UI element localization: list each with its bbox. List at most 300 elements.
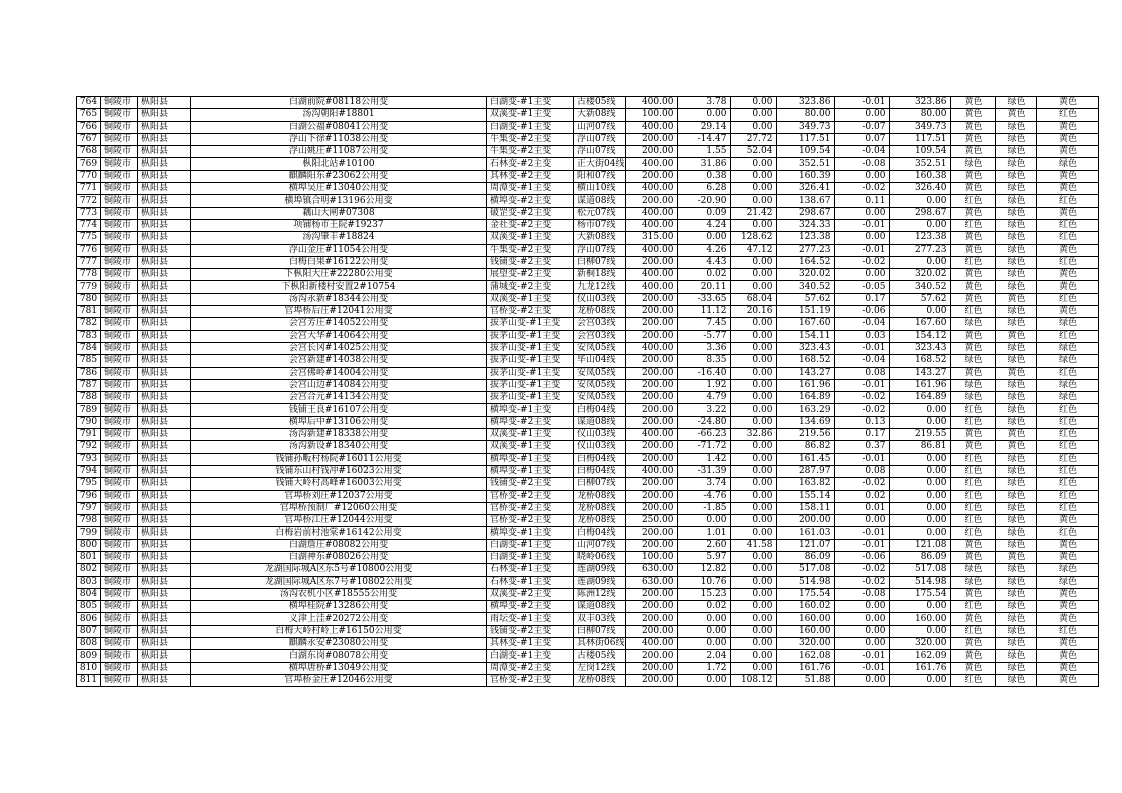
cell-status-1: 黄色	[951, 551, 996, 563]
cell-value-c: 109.54	[777, 146, 835, 158]
cell-status-2: 黄色	[996, 293, 1037, 305]
cell-value-c: 160.00	[777, 625, 835, 637]
cell-transformer-name: 会宫合元#14134公用变	[191, 392, 487, 404]
cell-transformer-name: 下枞阳新楼村安置2#10754	[191, 281, 487, 293]
cell-status-1: 绿色	[951, 392, 996, 404]
cell-feeder-line: 陈洲12线	[574, 588, 626, 600]
cell-row-index: 792	[77, 441, 101, 453]
cell-value-d: 0.00	[835, 613, 890, 625]
cell-substation-transformer: 拔茅山变-#1主变	[487, 367, 574, 379]
cell-value-a: 2.60	[678, 539, 731, 551]
cell-county: 枞阳县	[138, 564, 191, 576]
cell-value-b: 21.42	[731, 207, 777, 219]
cell-status-2: 绿色	[996, 232, 1037, 244]
cell-row-index: 771	[77, 183, 101, 195]
cell-value-b: 0.00	[731, 170, 777, 182]
table-row	[77, 478, 1099, 490]
cell-county: 枞阳县	[138, 650, 191, 662]
cell-value-d: 0.00	[835, 269, 890, 281]
cell-value-e: 298.67	[890, 207, 951, 219]
cell-county: 枞阳县	[138, 478, 191, 490]
cell-city: 铜陵市	[101, 551, 138, 563]
cell-value-d: -0.08	[835, 588, 890, 600]
cell-value-b: 0.00	[731, 219, 777, 231]
cell-status-2: 绿色	[996, 674, 1037, 686]
cell-feeder-line: 龙桥08线	[574, 490, 626, 502]
cell-status-2: 绿色	[996, 219, 1037, 231]
cell-transformer-name: 会宫山边#14084公用变	[191, 379, 487, 391]
cell-value-e: 0.00	[890, 404, 951, 416]
cell-value-c: 158.11	[777, 502, 835, 514]
cell-feeder-line: 九龙12线	[574, 281, 626, 293]
table-row	[77, 306, 1099, 318]
cell-value-d: 0.11	[835, 195, 890, 207]
cell-value-b: 108.12	[731, 674, 777, 686]
cell-feeder-line: 会宫03线	[574, 318, 626, 330]
cell-transformer-name: 官埠桥刘庄#12037公用变	[191, 490, 487, 502]
cell-substation-transformer: 牛集变-#2主变	[487, 146, 574, 158]
cell-value-b: 20.16	[731, 306, 777, 318]
cell-value-d: 0.00	[835, 232, 890, 244]
cell-status-3: 绿色	[1037, 318, 1099, 330]
cell-status-1: 黄色	[951, 207, 996, 219]
cell-value-e: 109.54	[890, 146, 951, 158]
cell-feeder-line: 白梅04线	[574, 465, 626, 477]
cell-value-b: 0.00	[731, 404, 777, 416]
cell-value-a: 12.82	[678, 564, 731, 576]
cell-value-e: 0.00	[890, 219, 951, 231]
cell-county: 枞阳县	[138, 429, 191, 441]
cell-feeder-line: 杨市07线	[574, 219, 626, 231]
cell-feeder-line: 古楼05线	[574, 650, 626, 662]
cell-value-a: 15.23	[678, 588, 731, 600]
cell-county: 枞阳县	[138, 465, 191, 477]
cell-value-c: 349.73	[777, 121, 835, 133]
cell-status-1: 红色	[951, 601, 996, 613]
cell-city: 铜陵市	[101, 293, 138, 305]
cell-status-2: 绿色	[996, 564, 1037, 576]
cell-transformer-name: 汤沟新设#18340公用变	[191, 441, 487, 453]
cell-feeder-line: 谋道08线	[574, 416, 626, 428]
cell-value-a: 3.78	[678, 97, 731, 109]
cell-status-3: 红色	[1037, 330, 1099, 342]
cell-capacity: 100.00	[626, 109, 678, 121]
cell-status-2: 绿色	[996, 121, 1037, 133]
cell-value-b: 0.00	[731, 269, 777, 281]
table-row	[77, 465, 1099, 477]
cell-status-2: 绿色	[996, 502, 1037, 514]
cell-substation-transformer: 周潭变-#2主变	[487, 662, 574, 674]
table-row	[77, 613, 1099, 625]
cell-capacity: 200.00	[626, 588, 678, 600]
cell-feeder-line: 安凤05线	[574, 342, 626, 354]
cell-value-d: -0.05	[835, 281, 890, 293]
cell-value-a: 1.92	[678, 379, 731, 391]
cell-row-index: 785	[77, 355, 101, 367]
cell-transformer-name: 横埠镇合明#13196公用变	[191, 195, 487, 207]
cell-row-index: 784	[77, 342, 101, 354]
cell-value-a: 0.00	[678, 674, 731, 686]
cell-value-e: 164.89	[890, 392, 951, 404]
cell-capacity: 315.00	[626, 232, 678, 244]
cell-value-d: 0.00	[835, 601, 890, 613]
cell-status-1: 黄色	[951, 121, 996, 133]
cell-value-a: 20.11	[678, 281, 731, 293]
cell-value-e: 161.76	[890, 662, 951, 674]
cell-city: 铜陵市	[101, 281, 138, 293]
cell-value-d: -0.01	[835, 650, 890, 662]
table-row	[77, 416, 1099, 428]
cell-county: 枞阳县	[138, 551, 191, 563]
cell-city: 铜陵市	[101, 416, 138, 428]
cell-status-3: 黄色	[1037, 244, 1099, 256]
cell-capacity: 200.00	[626, 330, 678, 342]
cell-status-1: 黄色	[951, 613, 996, 625]
cell-status-2: 绿色	[996, 244, 1037, 256]
cell-value-b: 0.00	[731, 330, 777, 342]
cell-substation-transformer: 官桥变-#2主变	[487, 515, 574, 527]
cell-value-e: 0.00	[890, 502, 951, 514]
cell-value-d: 0.00	[835, 638, 890, 650]
cell-substation-transformer: 官桥变-#2主变	[487, 306, 574, 318]
cell-substation-transformer: 展望变-#2主变	[487, 269, 574, 281]
cell-status-1: 黄色	[951, 342, 996, 354]
cell-value-e: 0.00	[890, 416, 951, 428]
cell-status-3: 黄色	[1037, 539, 1099, 551]
cell-value-c: 57.62	[777, 293, 835, 305]
cell-value-a: 8.35	[678, 355, 731, 367]
cell-city: 铜陵市	[101, 465, 138, 477]
cell-status-2: 绿色	[996, 170, 1037, 182]
cell-status-2: 绿色	[996, 539, 1037, 551]
cell-city: 铜陵市	[101, 601, 138, 613]
cell-value-d: -0.04	[835, 146, 890, 158]
cell-value-b: 0.00	[731, 121, 777, 133]
cell-value-d: -0.02	[835, 478, 890, 490]
cell-substation-transformer: 双溪变-#1主变	[487, 429, 574, 441]
cell-substation-transformer: 横埠变-#1主变	[487, 527, 574, 539]
cell-value-a: 1.72	[678, 662, 731, 674]
cell-feeder-line: 阳和07线	[574, 170, 626, 182]
cell-value-d: -0.02	[835, 404, 890, 416]
cell-status-1: 绿色	[951, 158, 996, 170]
cell-value-d: -0.04	[835, 318, 890, 330]
cell-value-d: -0.01	[835, 662, 890, 674]
cell-city: 铜陵市	[101, 219, 138, 231]
cell-status-2: 黄色	[996, 429, 1037, 441]
cell-value-c: 287.97	[777, 465, 835, 477]
cell-capacity: 200.00	[626, 256, 678, 268]
cell-value-a: 0.02	[678, 269, 731, 281]
cell-value-e: 323.86	[890, 97, 951, 109]
table-row	[77, 195, 1099, 207]
cell-value-b: 0.00	[731, 109, 777, 121]
cell-capacity: 630.00	[626, 564, 678, 576]
cell-value-a: 0.00	[678, 625, 731, 637]
cell-transformer-name: 会宫长冈#14025公用变	[191, 342, 487, 354]
cell-substation-transformer: 其林变-#2主变	[487, 170, 574, 182]
cell-value-a: 5.97	[678, 551, 731, 563]
cell-substation-transformer: 拔茅山变-#1主变	[487, 392, 574, 404]
cell-value-e: 57.62	[890, 293, 951, 305]
cell-transformer-name: 横埠吴庄#13040公用变	[191, 183, 487, 195]
cell-value-d: 0.00	[835, 109, 890, 121]
cell-value-a: -20.90	[678, 195, 731, 207]
cell-value-a: 4.24	[678, 219, 731, 231]
cell-substation-transformer: 横埠变-#1主变	[487, 465, 574, 477]
cell-status-3: 红色	[1037, 367, 1099, 379]
cell-row-index: 791	[77, 429, 101, 441]
cell-value-b: 0.00	[731, 392, 777, 404]
cell-city: 铜陵市	[101, 306, 138, 318]
cell-value-d: -0.01	[835, 244, 890, 256]
cell-status-1: 黄色	[951, 109, 996, 121]
cell-city: 铜陵市	[101, 392, 138, 404]
cell-value-b: 0.00	[731, 490, 777, 502]
cell-value-a: 0.09	[678, 207, 731, 219]
cell-status-3: 红色	[1037, 416, 1099, 428]
cell-value-b: 0.00	[731, 502, 777, 514]
cell-value-d: 0.17	[835, 293, 890, 305]
cell-status-2: 黄色	[996, 109, 1037, 121]
cell-city: 铜陵市	[101, 539, 138, 551]
table-row	[77, 219, 1099, 231]
cell-status-1: 黄色	[951, 330, 996, 342]
cell-capacity: 200.00	[626, 367, 678, 379]
cell-status-2: 绿色	[996, 269, 1037, 281]
cell-value-e: 175.54	[890, 588, 951, 600]
cell-value-d: 0.02	[835, 490, 890, 502]
cell-transformer-name: 浮山金庄#11054公用变	[191, 244, 487, 256]
cell-status-3: 红色	[1037, 441, 1099, 453]
cell-county: 枞阳县	[138, 539, 191, 551]
cell-county: 枞阳县	[138, 355, 191, 367]
cell-value-b: 0.00	[731, 441, 777, 453]
table-row	[77, 674, 1099, 686]
table-row	[77, 170, 1099, 182]
cell-status-2: 绿色	[996, 490, 1037, 502]
cell-county: 枞阳县	[138, 170, 191, 182]
cell-capacity: 400.00	[626, 183, 678, 195]
cell-value-d: -0.04	[835, 355, 890, 367]
cell-city: 铜陵市	[101, 269, 138, 281]
cell-value-d: -0.02	[835, 392, 890, 404]
cell-value-d: 0.01	[835, 502, 890, 514]
cell-value-b: 0.00	[731, 256, 777, 268]
cell-capacity: 200.00	[626, 441, 678, 453]
cell-transformer-name: 官埠桥后庄#12041公用变	[191, 306, 487, 318]
cell-feeder-line: 左岗12线	[574, 662, 626, 674]
cell-value-d: 0.03	[835, 330, 890, 342]
cell-county: 枞阳县	[138, 662, 191, 674]
cell-value-d: -0.02	[835, 564, 890, 576]
cell-feeder-line: 其林街06线	[574, 638, 626, 650]
cell-transformer-name: 白湖詹庄#08082公用变	[191, 539, 487, 551]
cell-city: 铜陵市	[101, 109, 138, 121]
cell-city: 铜陵市	[101, 330, 138, 342]
cell-status-2: 绿色	[996, 97, 1037, 109]
table-row	[77, 379, 1099, 391]
cell-status-3: 红色	[1037, 232, 1099, 244]
cell-status-2: 绿色	[996, 158, 1037, 170]
cell-value-c: 86.82	[777, 441, 835, 453]
cell-row-index: 787	[77, 379, 101, 391]
cell-city: 铜陵市	[101, 244, 138, 256]
table-row	[77, 564, 1099, 576]
cell-substation-transformer: 其林变-#1主变	[487, 638, 574, 650]
cell-county: 枞阳县	[138, 392, 191, 404]
cell-value-c: 123.38	[777, 232, 835, 244]
cell-county: 枞阳县	[138, 638, 191, 650]
cell-status-1: 红色	[951, 490, 996, 502]
cell-capacity: 200.00	[626, 293, 678, 305]
cell-feeder-line: 古楼05线	[574, 97, 626, 109]
cell-row-index: 795	[77, 478, 101, 490]
cell-status-3: 黄色	[1037, 674, 1099, 686]
cell-value-e: 320.02	[890, 269, 951, 281]
cell-city: 铜陵市	[101, 453, 138, 465]
cell-capacity: 400.00	[626, 638, 678, 650]
cell-substation-transformer: 横埠变-#2主变	[487, 601, 574, 613]
cell-feeder-line: 横山10线	[574, 183, 626, 195]
cell-value-b: 0.00	[731, 379, 777, 391]
cell-value-c: 324.33	[777, 219, 835, 231]
cell-value-d: 0.08	[835, 367, 890, 379]
cell-status-1: 黄色	[951, 429, 996, 441]
cell-row-index: 786	[77, 367, 101, 379]
cell-substation-transformer: 石林变-#1主变	[487, 564, 574, 576]
cell-status-3: 黄色	[1037, 146, 1099, 158]
cell-status-1: 红色	[951, 306, 996, 318]
cell-substation-transformer: 破罡变-#2主变	[487, 207, 574, 219]
cell-transformer-name: 龙湖国际城A区东5号#10800公用变	[191, 564, 487, 576]
cell-city: 铜陵市	[101, 564, 138, 576]
cell-row-index: 765	[77, 109, 101, 121]
cell-status-3: 红色	[1037, 219, 1099, 231]
cell-value-b: 0.00	[731, 195, 777, 207]
cell-value-e: 121.08	[890, 539, 951, 551]
cell-value-c: 160.02	[777, 601, 835, 613]
cell-county: 枞阳县	[138, 367, 191, 379]
cell-feeder-line: 会宫03线	[574, 330, 626, 342]
cell-row-index: 807	[77, 625, 101, 637]
cell-capacity: 200.00	[626, 674, 678, 686]
cell-county: 枞阳县	[138, 527, 191, 539]
cell-status-1: 黄色	[951, 367, 996, 379]
cell-substation-transformer: 横埠变-#2主变	[487, 195, 574, 207]
cell-value-b: 128.62	[731, 232, 777, 244]
table-body	[77, 97, 1099, 687]
cell-city: 铜陵市	[101, 478, 138, 490]
cell-value-b: 0.00	[731, 527, 777, 539]
cell-capacity: 400.00	[626, 121, 678, 133]
cell-value-d: -0.02	[835, 183, 890, 195]
cell-value-b: 0.00	[731, 478, 777, 490]
cell-substation-transformer: 横埠变-#1主变	[487, 453, 574, 465]
cell-value-b: 0.00	[731, 318, 777, 330]
cell-status-3: 红色	[1037, 429, 1099, 441]
cell-value-b: 0.00	[731, 367, 777, 379]
cell-value-e: 123.38	[890, 232, 951, 244]
cell-substation-transformer: 白湖变-#1主变	[487, 551, 574, 563]
cell-row-index: 798	[77, 515, 101, 527]
cell-status-2: 绿色	[996, 662, 1037, 674]
cell-feeder-line: 龙桥08线	[574, 502, 626, 514]
cell-feeder-line: 新桐18线	[574, 269, 626, 281]
cell-substation-transformer: 金社变-#2主变	[487, 219, 574, 231]
cell-feeder-line: 龙桥08线	[574, 674, 626, 686]
cell-status-2: 绿色	[996, 588, 1037, 600]
table-row	[77, 453, 1099, 465]
table-row	[77, 355, 1099, 367]
cell-row-index: 774	[77, 219, 101, 231]
cell-status-2: 绿色	[996, 256, 1037, 268]
cell-transformer-name: 白湖东岗#08078公用变	[191, 650, 487, 662]
table-row	[77, 662, 1099, 674]
cell-value-a: 0.00	[678, 109, 731, 121]
cell-row-index: 769	[77, 158, 101, 170]
table-row	[77, 601, 1099, 613]
cell-county: 枞阳县	[138, 342, 191, 354]
cell-value-d: -0.06	[835, 551, 890, 563]
cell-status-3: 红色	[1037, 109, 1099, 121]
cell-status-2: 绿色	[996, 416, 1037, 428]
cell-row-index: 770	[77, 170, 101, 182]
cell-value-b: 0.00	[731, 613, 777, 625]
cell-feeder-line: 山河07线	[574, 539, 626, 551]
cell-city: 铜陵市	[101, 232, 138, 244]
cell-status-2: 绿色	[996, 355, 1037, 367]
cell-capacity: 200.00	[626, 625, 678, 637]
cell-row-index: 811	[77, 674, 101, 686]
cell-county: 枞阳县	[138, 158, 191, 170]
cell-value-c: 151.19	[777, 306, 835, 318]
cell-value-c: 160.00	[777, 613, 835, 625]
cell-capacity: 400.00	[626, 465, 678, 477]
cell-row-index: 781	[77, 306, 101, 318]
table-row	[77, 158, 1099, 170]
cell-value-b: 0.00	[731, 453, 777, 465]
cell-value-b: 0.00	[731, 515, 777, 527]
cell-city: 铜陵市	[101, 588, 138, 600]
cell-substation-transformer: 双溪变-#1主变	[487, 109, 574, 121]
cell-capacity: 200.00	[626, 527, 678, 539]
cell-value-b: 0.00	[731, 183, 777, 195]
cell-status-1: 红色	[951, 416, 996, 428]
cell-transformer-name: 官埠桥江庄#12044公用变	[191, 515, 487, 527]
cell-value-b: 0.00	[731, 342, 777, 354]
cell-value-e: 0.00	[890, 465, 951, 477]
cell-city: 铜陵市	[101, 158, 138, 170]
cell-value-d: 0.00	[835, 674, 890, 686]
cell-feeder-line: 白柳07线	[574, 256, 626, 268]
cell-status-3: 绿色	[1037, 576, 1099, 588]
cell-city: 铜陵市	[101, 183, 138, 195]
cell-status-1: 黄色	[951, 293, 996, 305]
cell-row-index: 777	[77, 256, 101, 268]
cell-transformer-name: 会宫新建#14038公用变	[191, 355, 487, 367]
cell-row-index: 782	[77, 318, 101, 330]
cell-status-2: 绿色	[996, 342, 1037, 354]
cell-capacity: 400.00	[626, 244, 678, 256]
cell-value-c: 175.54	[777, 588, 835, 600]
table-row	[77, 183, 1099, 195]
cell-county: 枞阳县	[138, 121, 191, 133]
cell-county: 枞阳县	[138, 502, 191, 514]
cell-value-c: 320.00	[777, 638, 835, 650]
cell-status-3: 黄色	[1037, 269, 1099, 281]
cell-substation-transformer: 拔茅山变-#1主变	[487, 318, 574, 330]
